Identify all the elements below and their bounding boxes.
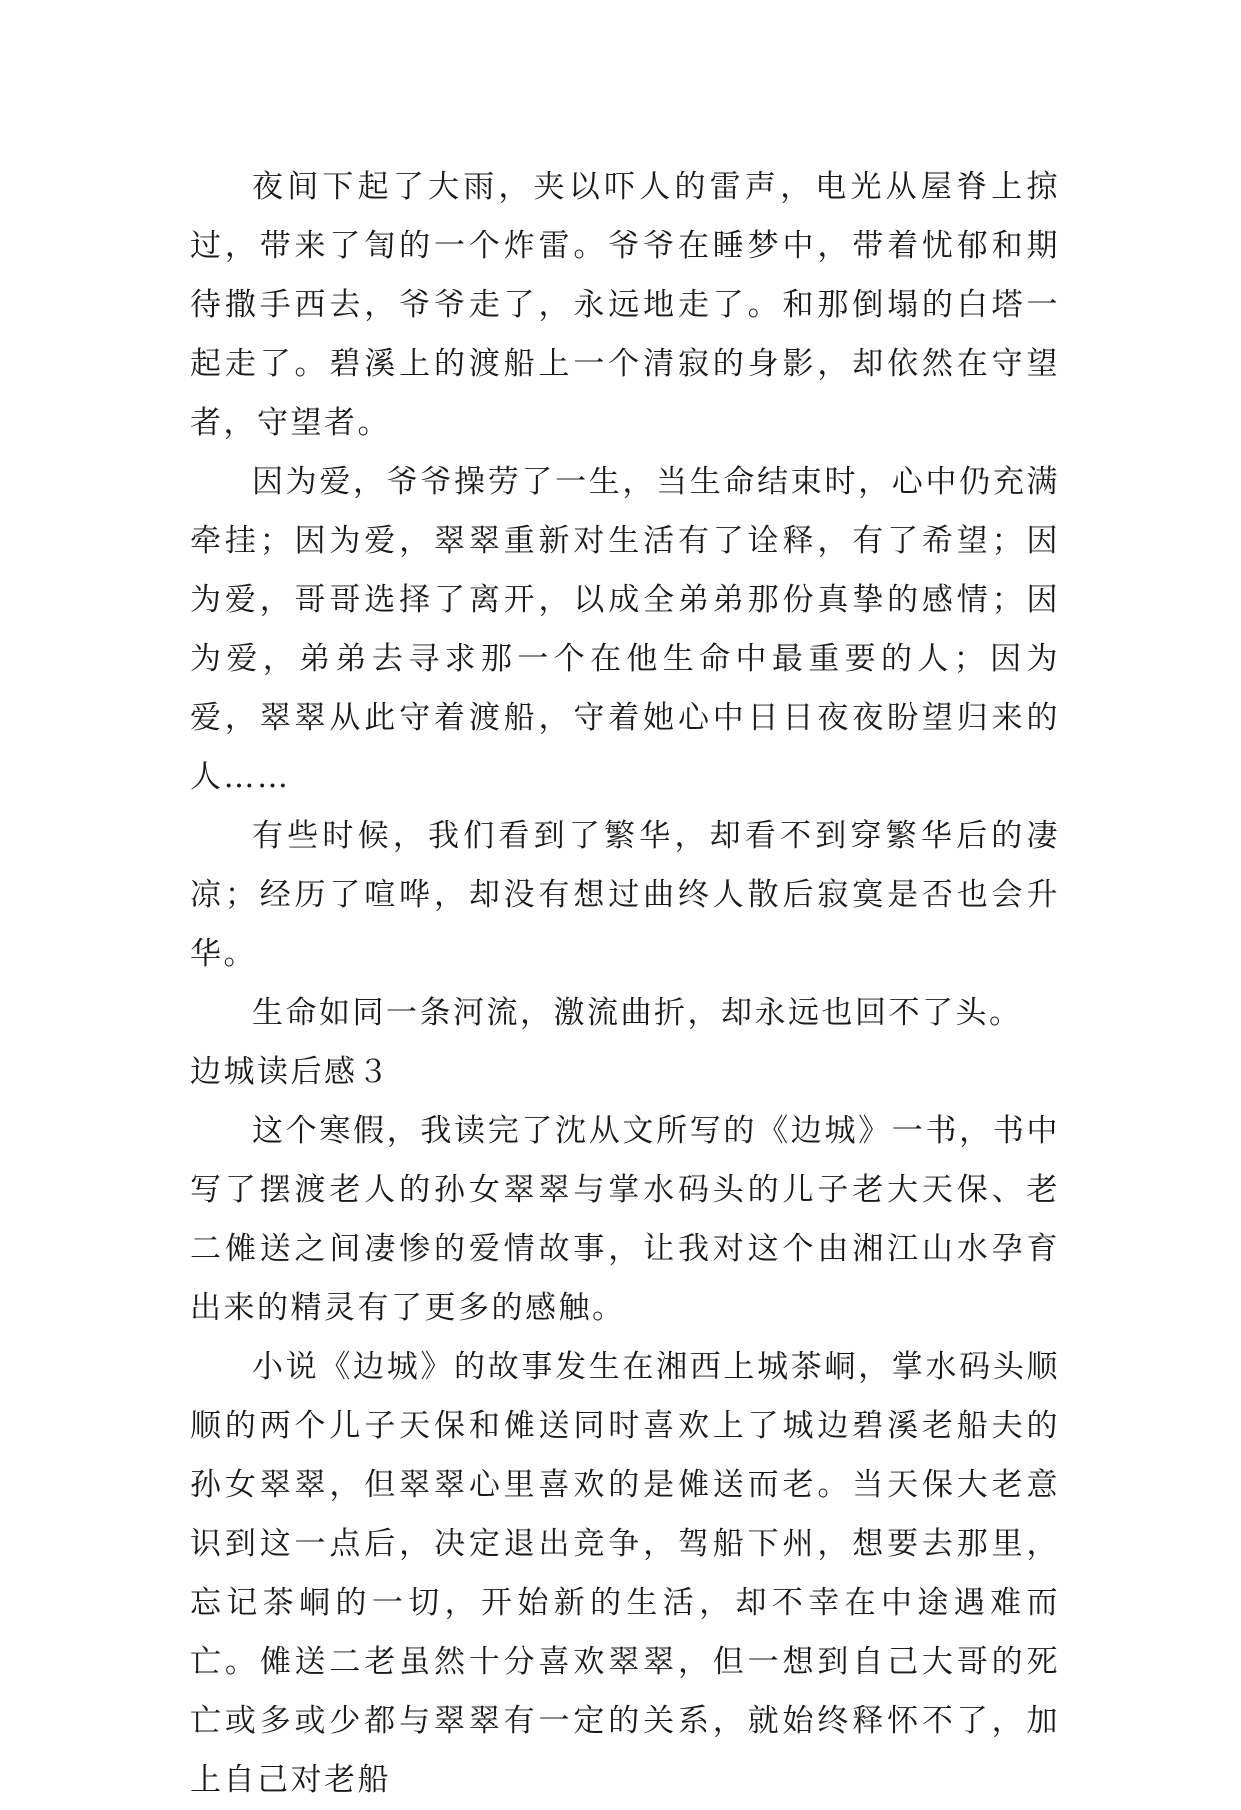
paragraph-because-of-love: 因为爱，爷爷操劳了一生，当生命结束时，心中仍充满牵挂；因为爱，翠翠重新对生活有了诠释，有了希望；因为爱，哥哥选择了离开，以成全弟弟那份真挚的感情；因为爱，弟弟去寻求那一个在他生命中最重要的人；因为爱，翠翠从此守着渡船，守着她心中日日夜夜盼望归来的人……	[190, 464, 1060, 795]
paragraph-novel-story: 小说《边城》的故事发生在湘西上城茶峒，掌水码头顺顺的两个儿子天保和傩送同时喜欢上了城边碧溪老船夫的孙女翠翠，但翠翠心里喜欢的是傩送而老。当天保大老意识到这一点后，决定退出竞争，驾船下州，想要去那里，忘记茶峒的一切，开始新的生活，却不幸在中途遇难而亡。傩送二老虽然十分喜欢翠翠，但一想到自己大哥的死亡或多或少都与翠翠有一定的关系，就始终释怀不了，加上自己对老船	[190, 1349, 1060, 1798]
paragraph-night-rain: 夜间下起了大雨，夹以吓人的雷声，电光从屋脊上掠过，带来了訇的一个炸雷。爷爷在睡梦中，带着忧郁和期待撒手西去，爷爷走了，永远地走了。和那倒塌的白塔一起走了。碧溪上的渡船上一个清寂的身影，却依然在守望者，守望者。	[190, 169, 1060, 441]
paragraph-prosperity: 有些时候，我们看到了繁华，却看不到穿繁华后的凄凉；经历了喧哗，却没有想过曲终人散后寂寞是否也会升华。	[190, 818, 1060, 972]
section-heading: 边城读后感３	[190, 1054, 391, 1090]
paragraph-life-river: 生命如同一条河流，激流曲折，却永远也回不了头。	[252, 995, 1023, 1031]
paragraph-winter-break: 这个寒假，我读完了沈从文所写的《边城》一书，书中写了摆渡老人的孙女翠翠与掌水码头的儿子老大天保、老二傩送之间凄惨的爱情故事，让我对这个由湘江山水孕育出来的精灵有了更多的感触。	[190, 1113, 1060, 1326]
document-page	[190, 158, 1060, 1810]
